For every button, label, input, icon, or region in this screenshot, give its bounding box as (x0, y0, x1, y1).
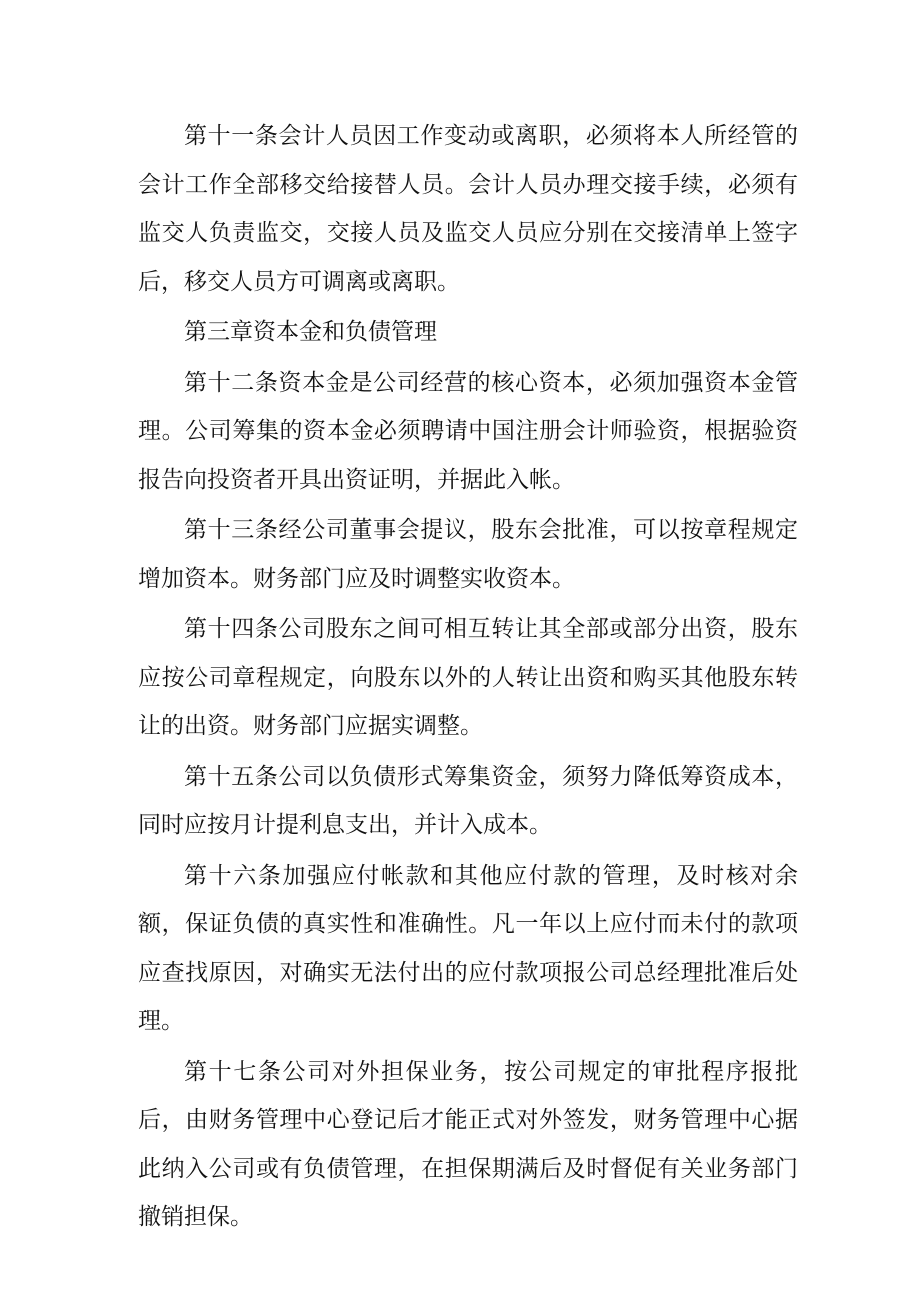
paragraph-article-15: 第十五条公司以负债形式筹集资金，须努力降低筹资成本，同时应按月计提利息支出，并计入成本。 (138, 763, 798, 838)
paragraph-article-16: 第十六条加强应付帐款和其他应付款的管理，及时核对余额，保证负债的真实性和准确性。凡一年以上应付而未付的款项应查找原因，对确实无法付出的应付款项报公司总经理批准后处理。 (138, 862, 798, 1034)
chapter-3-heading: 第三章资本金和负债管理 (184, 319, 437, 345)
document-body (138, 112, 798, 1242)
paragraph-article-11: 第十一条会计人员因工作变动或离职，必须将本人所经管的会计工作全部移交给接替人员。会计人员办理交接手续，必须有监交人负责监交，交接人员及监交人员应分别在交接清单上签字后，移交人员方可调离或离职。 (138, 123, 798, 295)
paragraph-article-12: 第十二条资本金是公司经营的核心资本，必须加强资本金管理。公司筹集的资本金必须聘请中国注册会计师验资，根据验资报告向投资者开具出资证明，并据此入帐。 (138, 369, 798, 493)
paragraph-article-17: 第十七条公司对外担保业务，按公司规定的审批程序报批后，由财务管理中心登记后才能正式对外签发，财务管理中心据此纳入公司或有负债管理，在担保期满后及时督促有关业务部门撤销担保。 (138, 1058, 798, 1230)
paragraph-article-14: 第十四条公司股东之间可相互转让其全部或部分出资，股东应按公司章程规定，向股东以外的人转让出资和购买其他股东转让的出资。财务部门应据实调整。 (138, 616, 798, 739)
paragraph-article-13: 第十三条经公司董事会提议，股东会批准，可以按章程规定增加资本。财务部门应及时调整实收资本。 (138, 517, 798, 592)
